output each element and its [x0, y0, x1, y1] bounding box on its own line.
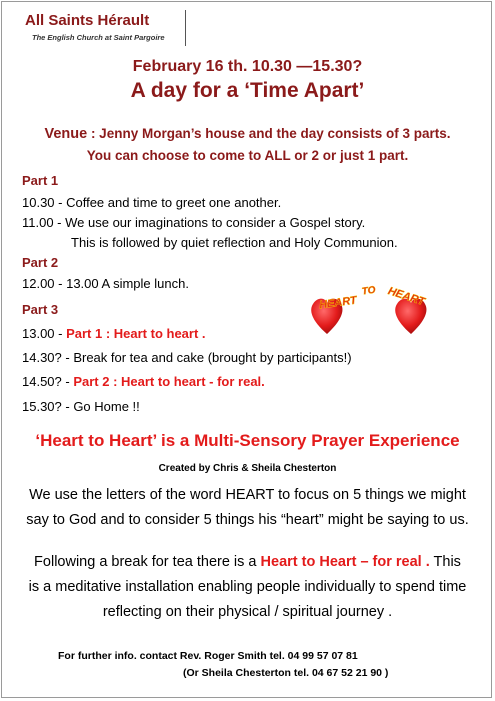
header-divider — [185, 10, 186, 46]
graphic-word-3: HEART — [386, 285, 426, 309]
part2-row-1200: 12.00 - 13.00 A simple lunch. — [22, 276, 189, 291]
part3-row-1430: 14.30? - Break for tea and cake (brought by participants!) — [22, 350, 352, 365]
part1-row-1030: 10.30 - Coffee and time to greet one another. — [22, 195, 282, 210]
part3-heading: Part 3 — [22, 302, 59, 317]
hh-para1-line1: We use the letters of the word HEART to focus on 5 things we might — [29, 487, 466, 503]
part2-heading: Part 2 — [22, 255, 59, 270]
part1-heading: Part 1 — [22, 173, 59, 188]
venue-line-1 — [0, 126, 495, 142]
hh-para2-after: This — [429, 554, 461, 570]
contact-line-1: For further info. contact Rev. Roger Smith tel. 04 99 57 07 81 — [58, 650, 358, 662]
hh-headline: ‘Heart to Heart’ is a Multi-Sensory Prayer Experience — [35, 431, 460, 450]
venue-description: : Jenny Morgan’s house and the day consists of 3 parts. — [87, 126, 451, 141]
hh-para2-before: Following a break for tea there is a — [34, 554, 261, 570]
part3-row-1300-time: 13.00 - — [22, 326, 67, 341]
event-date: February 16 th. 10.30 —15.30? — [132, 58, 363, 75]
part1-row-1100: 11.00 - We use our imaginations to consider a Gospel story. — [22, 215, 366, 230]
event-title: A day for a ‘Time Apart’ — [130, 79, 365, 102]
org-subtitle: The English Church at Saint Pargoire — [32, 33, 165, 42]
part3-row-1300-label: Part 1 : Heart to heart . — [66, 326, 206, 341]
part3-row-1450-time: 14.50? - — [22, 374, 74, 389]
contact-line-2: (Or Sheila Chesterton tel. 04 67 52 21 90 ) — [183, 667, 389, 679]
graphic-word-2: TO — [361, 284, 377, 298]
part3-row-1450-label: Part 2 : Heart to heart - for real. — [73, 374, 265, 389]
part3-row-1530: 15.30? - Go Home !! — [22, 399, 140, 414]
hh-para2-line2: is a meditative installation enabling people individually to spend time — [28, 579, 467, 595]
venue-line-2: You can choose to come to ALL or 2 or just 1 part. — [86, 148, 409, 163]
venue-label: Venue — [44, 126, 88, 142]
hh-credit: Created by Chris & Sheila Chesterton — [158, 463, 337, 474]
graphic-word-1: HEART — [318, 294, 358, 312]
hh-para1-line2: say to God and to consider 5 things his “heart” might be saying to us. — [26, 512, 469, 528]
org-name: All Saints Hérault — [25, 12, 150, 29]
hh-para2-line1 — [0, 554, 495, 570]
part3-row-1300 — [22, 326, 206, 341]
heart-to-heart-graphic — [307, 280, 442, 336]
part1-row-continuation: This is followed by quiet reflection and Holy Communion. — [71, 235, 398, 250]
hh-para2-highlight: Heart to Heart – for real . — [260, 554, 430, 570]
hh-para2-line3: reflecting on their physical / spiritual journey . — [102, 604, 393, 620]
part3-row-1450 — [22, 374, 265, 389]
